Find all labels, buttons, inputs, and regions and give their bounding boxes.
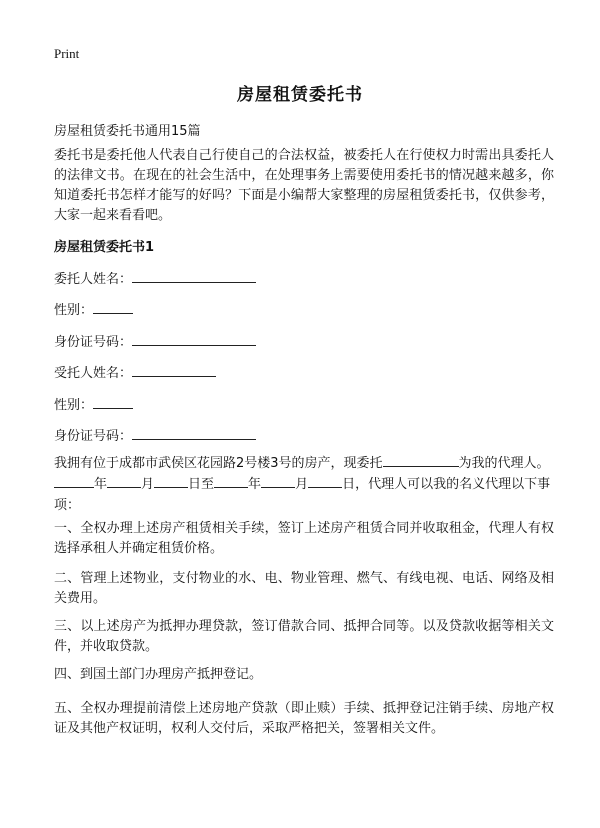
auth-text-1: 我拥有位于成都市武侯区花园路2号楼3号的房产，现委托 — [54, 456, 383, 471]
start-day-blank — [154, 476, 188, 488]
auth-text-2: 为我的代理人。 — [458, 456, 550, 471]
agent-gender-label: 性别： — [54, 398, 94, 413]
agent-gender-blank — [93, 397, 133, 409]
item-3: 三、以上述房产为抵押办理贷款，签订借款合同、抵押合同等。以及贷款收据等相关文件，并收取贷款。 — [54, 619, 554, 654]
auth-day-1: 日至 — [188, 477, 215, 492]
item-5: 五、全权办理提前清偿上述房地产贷款（即止赎）手续、抵押登记注销手续、房地产权证及其他产权证明，权利人交付后，采取严格把关，签署相关文件。 — [54, 701, 554, 736]
document-subtitle: 房屋租赁委托书通用15篇 — [54, 124, 201, 139]
auth-year-1: 年 — [94, 477, 108, 492]
principal-id-label: 身份证号码： — [54, 335, 133, 350]
intro-paragraph: 委托书是委托他人代表自己行使自己的合法权益，被委托人在行使权力时需出具委托人的法律文书。在现在的社会生活中，在处理事务上需要使用委托书的情况越来越多，你知道委托书怎样才能写的好吗？下面是小编帮大家整理的房屋租赁委托书，仅供参考，大家一起来看看吧。 — [54, 148, 554, 223]
agent-id-label: 身份证号码： — [54, 429, 133, 444]
agent-name-label: 受托人姓名： — [54, 366, 133, 381]
item-2: 二、管理上述物业，支付物业的水、电、物业管理、燃气、有线电视、电话、网络及相关费用。 — [54, 571, 554, 606]
end-year-blank — [214, 476, 248, 488]
print-link[interactable]: Print — [54, 46, 80, 61]
authorization-paragraph — [54, 453, 554, 516]
principal-gender-field — [54, 299, 133, 318]
agent-name-field — [54, 362, 216, 381]
auth-day-2: 日，代理人可以我的名义代理以下事项： — [54, 477, 551, 513]
agent-blank — [383, 455, 459, 467]
agent-id-field — [54, 425, 256, 444]
end-day-blank — [308, 476, 342, 488]
agent-id-blank — [132, 428, 256, 440]
principal-id-field — [54, 331, 256, 350]
auth-year-2: 年 — [248, 477, 262, 492]
start-year-blank — [54, 476, 94, 488]
document-title: 房屋租赁委托书 — [237, 85, 363, 105]
principal-name-field — [54, 268, 256, 287]
auth-month-2: 月 — [295, 477, 309, 492]
principal-id-blank — [132, 334, 256, 346]
start-month-blank — [107, 476, 141, 488]
agent-name-blank — [132, 365, 216, 377]
section-heading: 房屋租赁委托书1 — [54, 240, 155, 255]
auth-month-1: 月 — [141, 477, 155, 492]
principal-gender-label: 性别： — [54, 303, 94, 318]
agent-gender-field — [54, 394, 133, 413]
principal-name-blank — [132, 271, 256, 283]
item-4: 四、到国土部门办理房产抵押登记。 — [54, 667, 263, 682]
end-month-blank — [261, 476, 295, 488]
item-1: 一、全权办理上述房产租赁相关手续，签订上述房产租赁合同并收取租金，代理人有权选择承租人并确定租赁价格。 — [54, 521, 554, 556]
principal-gender-blank — [93, 302, 133, 314]
principal-name-label: 委托人姓名： — [54, 272, 133, 287]
